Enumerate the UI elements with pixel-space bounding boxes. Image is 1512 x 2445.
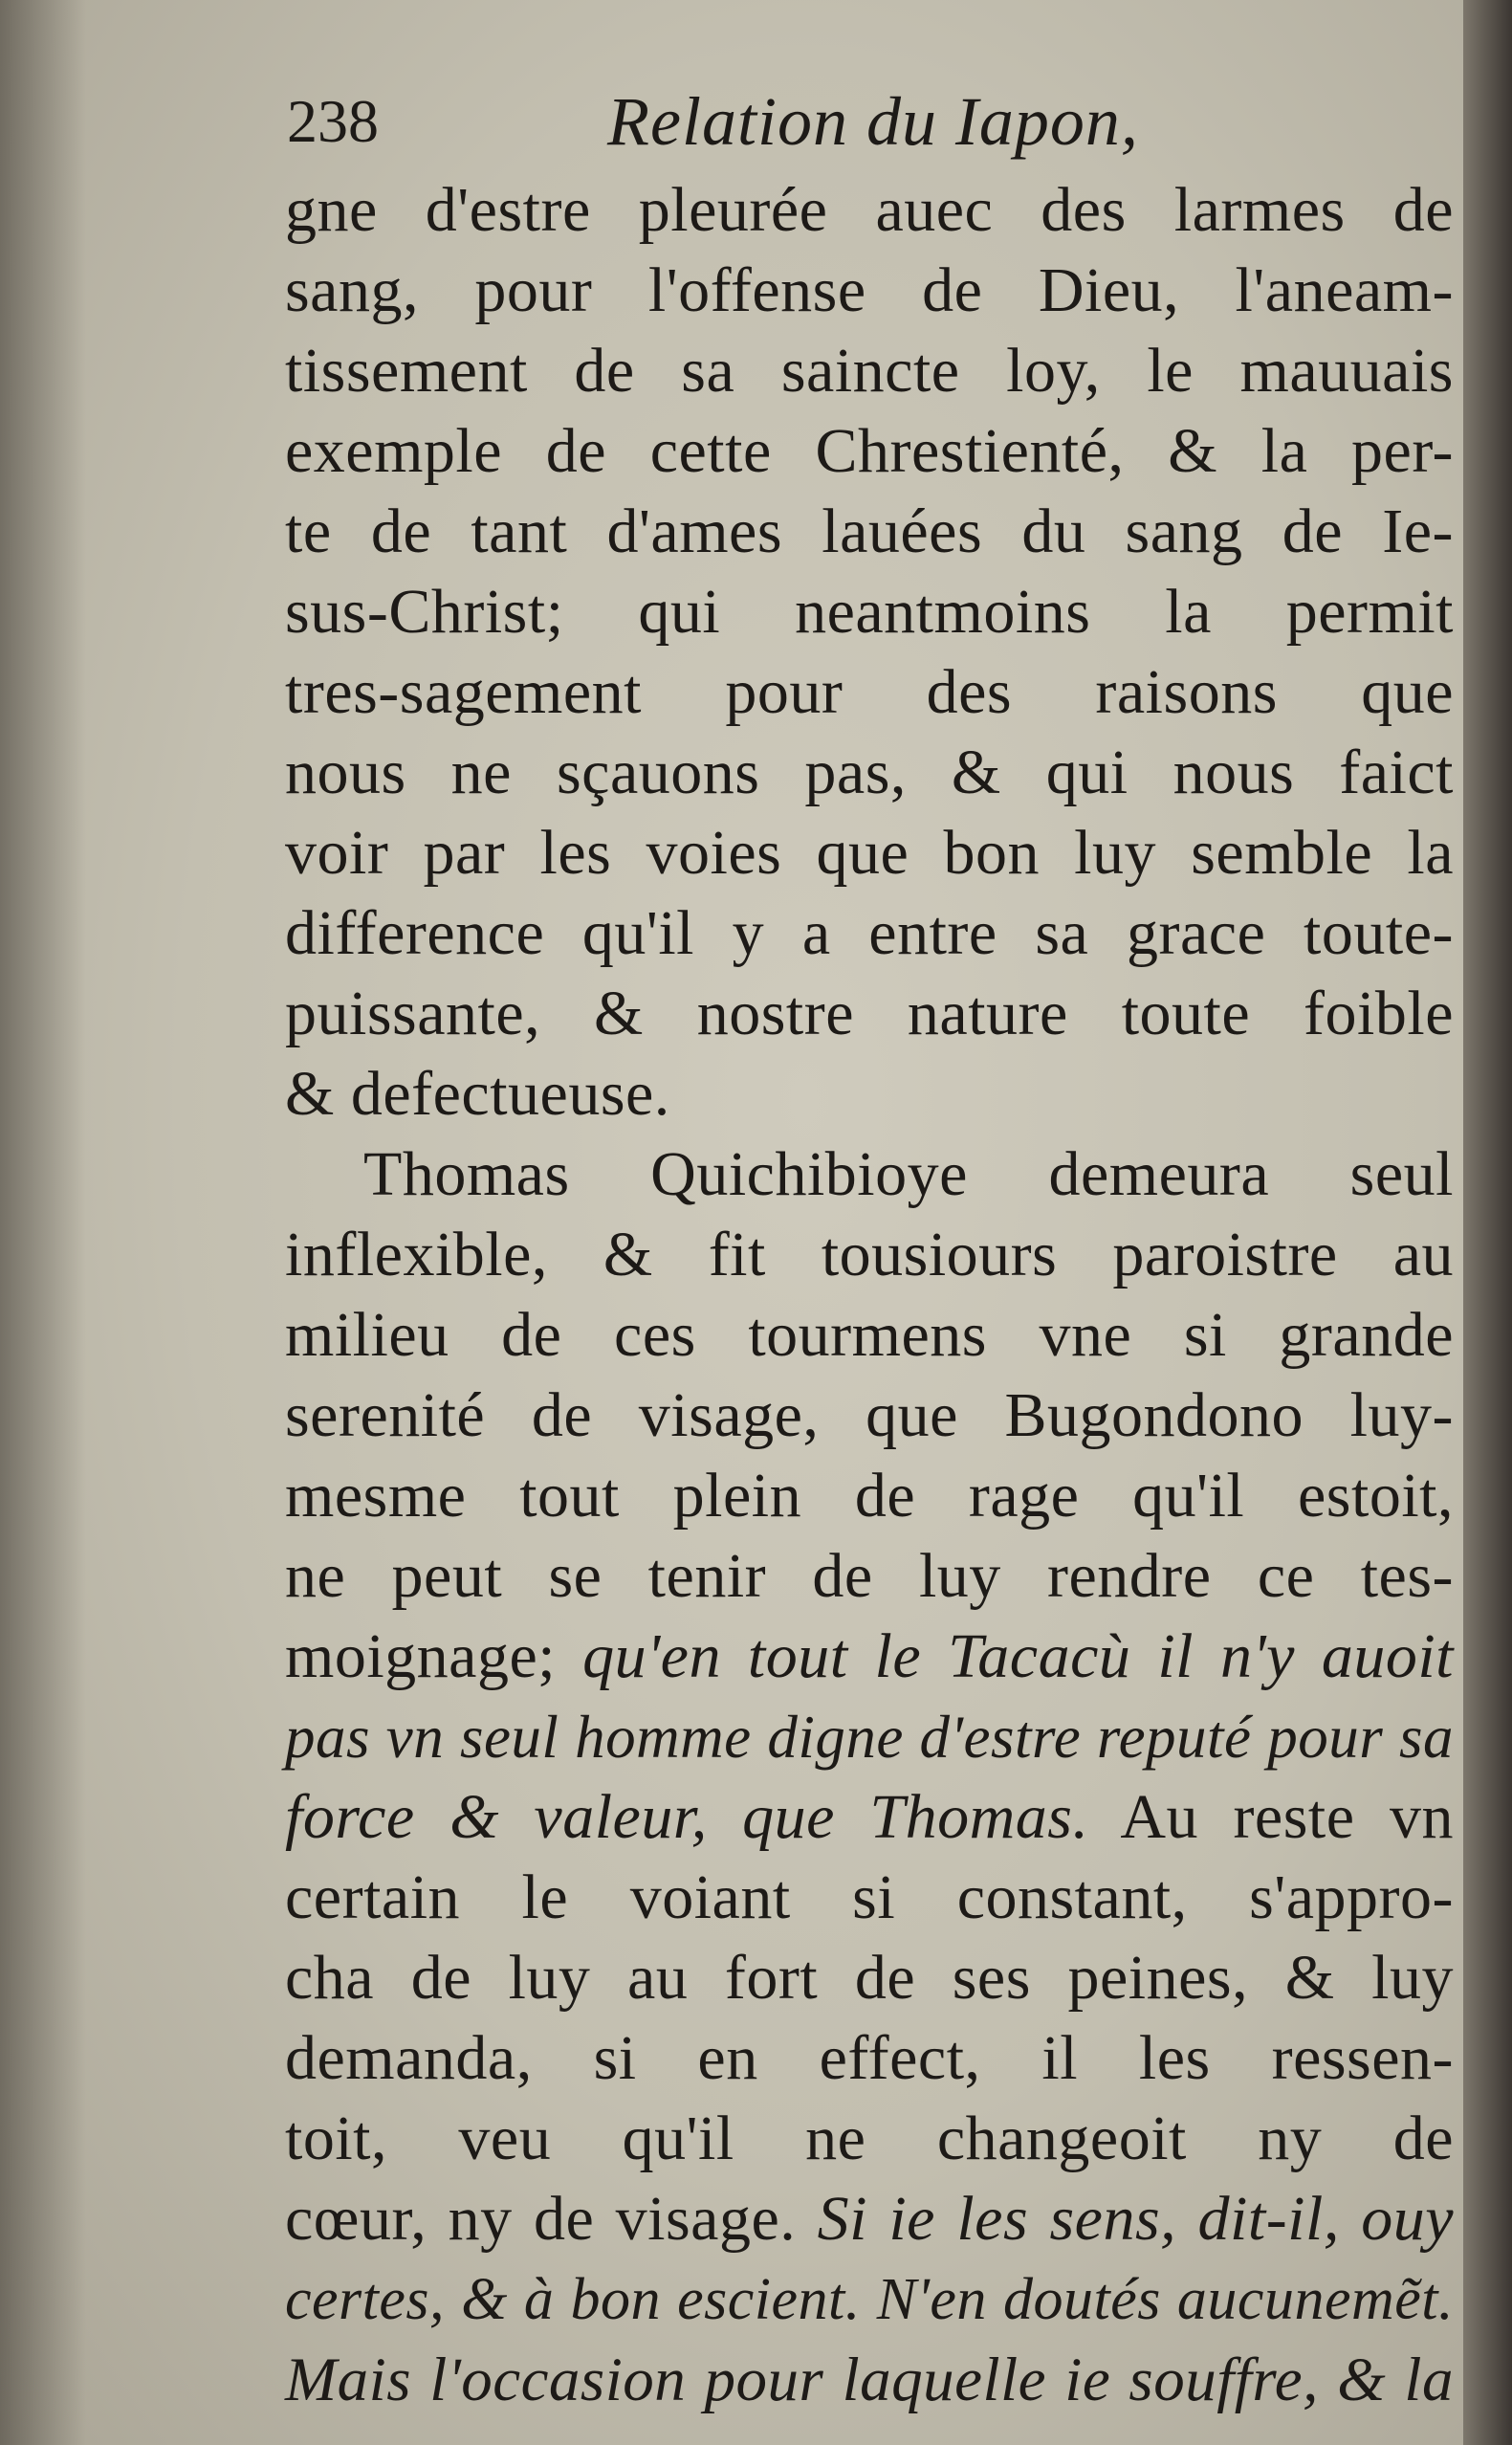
text-line: inflexible, & fit tousiours paroistre au xyxy=(285,1220,1454,1289)
text-line: moignage; qu'en tout le Tacacù il n'y auoit xyxy=(285,1621,1454,1691)
running-title: Relation du Iapon, xyxy=(607,83,1139,160)
text-line: Mais l'occasion pour laquelle ie souffre, & la xyxy=(285,2346,1454,2414)
text-line: Thomas Quichibioye demeura seul xyxy=(363,1139,1454,1209)
text-line: puissante, & nostre nature toute foible xyxy=(285,979,1454,1048)
text-line: certes, & à bon escient. N'en doutés aucunemẽt. xyxy=(285,2267,1454,2332)
text-line: cœur, ny de visage. Si ie les sens, dit-il, ouy xyxy=(285,2184,1454,2254)
text-line: pas vn seul homme digne d'estre reputé pour sa xyxy=(285,1704,1454,1771)
page-number: 238 xyxy=(287,87,379,155)
text-line: mesme tout plein de rage qu'il estoit, xyxy=(285,1461,1454,1531)
text-line: milieu de ces tourmens vne si grande xyxy=(285,1300,1454,1370)
text-line: tres-sagement pour des raisons que xyxy=(285,657,1454,727)
text-line: toit, veu qu'il ne changeoit ny de xyxy=(285,2104,1454,2173)
text-line: serenité de visage, que Bugondono luy- xyxy=(285,1380,1454,1450)
text-line: sang, pour l'offense de Dieu, l'aneam- xyxy=(285,255,1454,325)
text-line: certain le voiant si constant, s'appro- xyxy=(285,1862,1454,1932)
text-line: tissement de sa saincte loy, le mauuais xyxy=(285,336,1454,406)
text-line: exemple de cette Chrestienté, & la per- xyxy=(285,416,1454,486)
gutter-shadow xyxy=(0,0,86,2445)
text-line: te de tant d'ames lauées du sang de Ie- xyxy=(285,496,1454,566)
text-line: gne d'estre pleurée auec des larmes de xyxy=(285,175,1454,245)
text-line: demanda, si en effect, il les ressen- xyxy=(285,2023,1454,2093)
text-line: voir par les voies que bon luy semble la xyxy=(285,818,1454,888)
text-line: force & valeur, que Thomas. Au reste vn xyxy=(285,1782,1455,1852)
text-line: & defectueuse. xyxy=(285,1059,670,1129)
text-line: nous ne sçauons pas, & qui nous faict xyxy=(285,738,1454,807)
page-header xyxy=(287,69,1463,174)
text-line: ne peut se tenir de luy rendre ce tes- xyxy=(285,1541,1454,1611)
body-text xyxy=(285,170,1454,2420)
text-line: cha de luy au fort de ses peines, & luy xyxy=(285,1943,1454,2013)
page-edge xyxy=(1463,0,1512,2445)
text-line: sus-Christ; qui neantmoins la permit xyxy=(285,577,1454,647)
text-line: difference qu'il y a entre sa grace toute- xyxy=(285,898,1454,968)
